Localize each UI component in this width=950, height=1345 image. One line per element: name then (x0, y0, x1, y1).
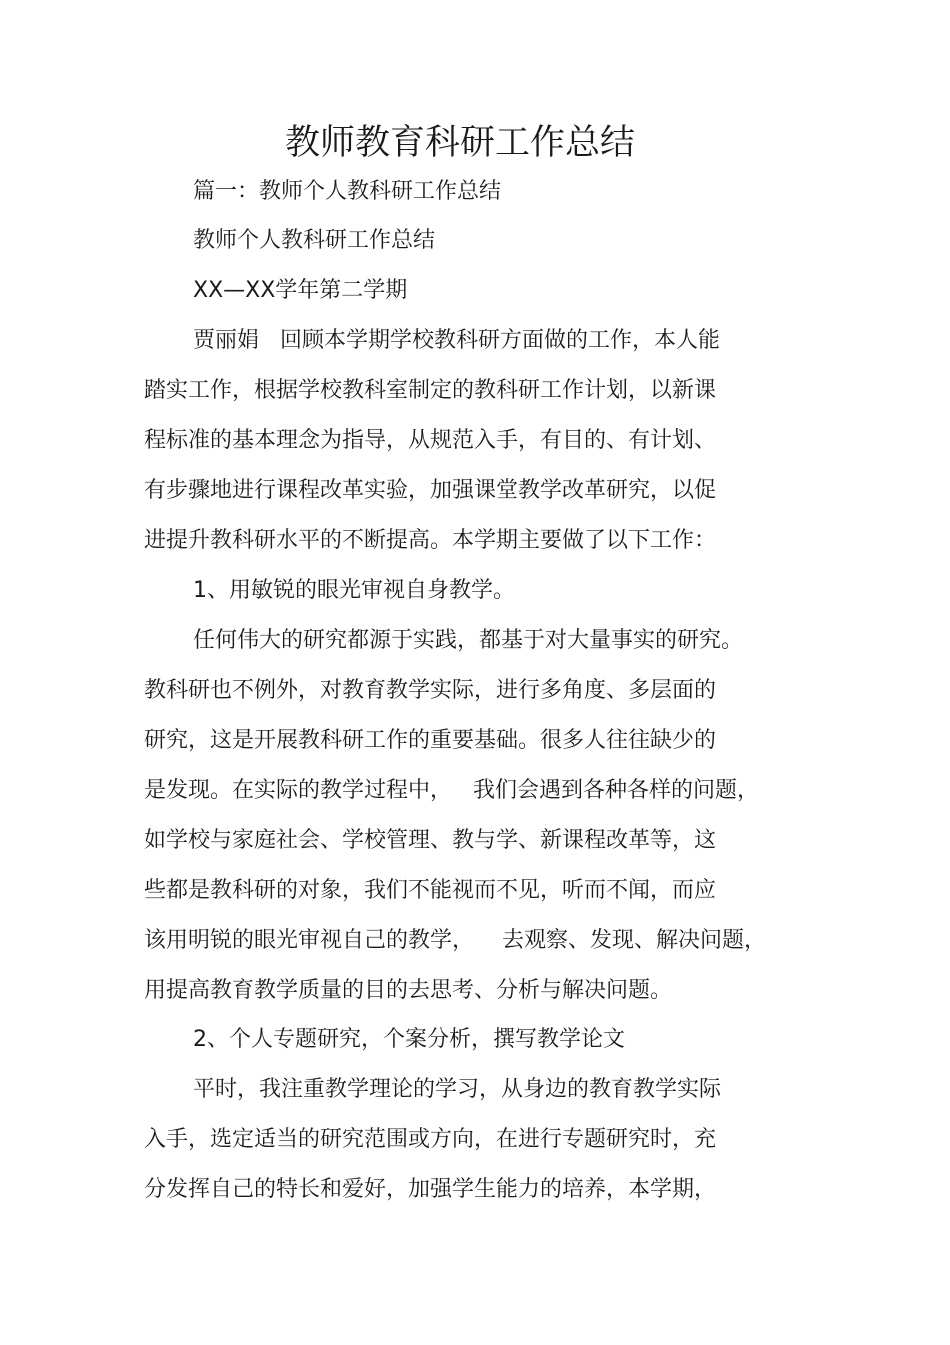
paragraph-line: 分发挥自己的特长和爱好，加强学生能力的培养，本学期， (144, 1177, 717, 1202)
paragraph-line: 如学校与家庭社会、学校管理、教与学、新课程改革等，这 (144, 828, 717, 853)
paragraph-line: 该用明锐的眼光审视自己的教学， 去观察、发现、解决问题， (144, 928, 766, 953)
paragraph-line: 研究，这是开展教科研工作的重要基础。很多人往往缺少的 (144, 728, 717, 753)
paragraph-line: 平时，我注重教学理论的学习，从身边的教育教学实际 (193, 1077, 722, 1102)
paragraph-line: 有步骤地进行课程改革实验，加强课堂教学改革研究，以促 (144, 478, 717, 503)
paragraph-line: 任何伟大的研究都源于实践，都基于对大量事实的研究。 (193, 628, 744, 653)
subheading: 教师个人教科研工作总结 (193, 228, 436, 253)
paragraph-line: 用提高教育教学质量的目的去思考、分析与解决问题。 (144, 978, 673, 1003)
paragraph-line: 踏实工作，根据学校教科室制定的教科研工作计划，以新课 (144, 378, 717, 403)
paragraph-line: 贾丽娟 回顾本学期学校教科研方面做的工作，本人能 (193, 328, 720, 353)
paragraph-line: 是发现。在实际的教学过程中， 我们会遇到各种各样的问题， (144, 778, 759, 803)
paragraph-line: 进提升教科研水平的不断提高。本学期主要做了以下工作： (144, 528, 717, 553)
numbered-heading: 2、个人专题研究，个案分析，撰写教学论文 (193, 1027, 625, 1052)
paragraph-line: 入手，选定适当的研究范围或方向，在进行专题研究时，充 (144, 1127, 717, 1152)
document-title: 教师教育科研工作总结 (284, 123, 635, 163)
paragraph-line: 教科研也不例外，对教育教学实际，进行多角度、多层面的 (144, 678, 717, 703)
paragraph-line: 程标准的基本理念为指导，从规范入手，有目的、有计划、 (144, 428, 717, 453)
paragraph-line: 些都是教科研的对象，我们不能视而不见，听而不闻，而应 (144, 878, 717, 903)
section-heading: 篇一：教师个人教科研工作总结 (193, 179, 502, 204)
semester-line: XX—XX学年第二学期 (193, 278, 408, 303)
numbered-heading: 1、用敏锐的眼光审视自身教学。 (193, 578, 515, 603)
